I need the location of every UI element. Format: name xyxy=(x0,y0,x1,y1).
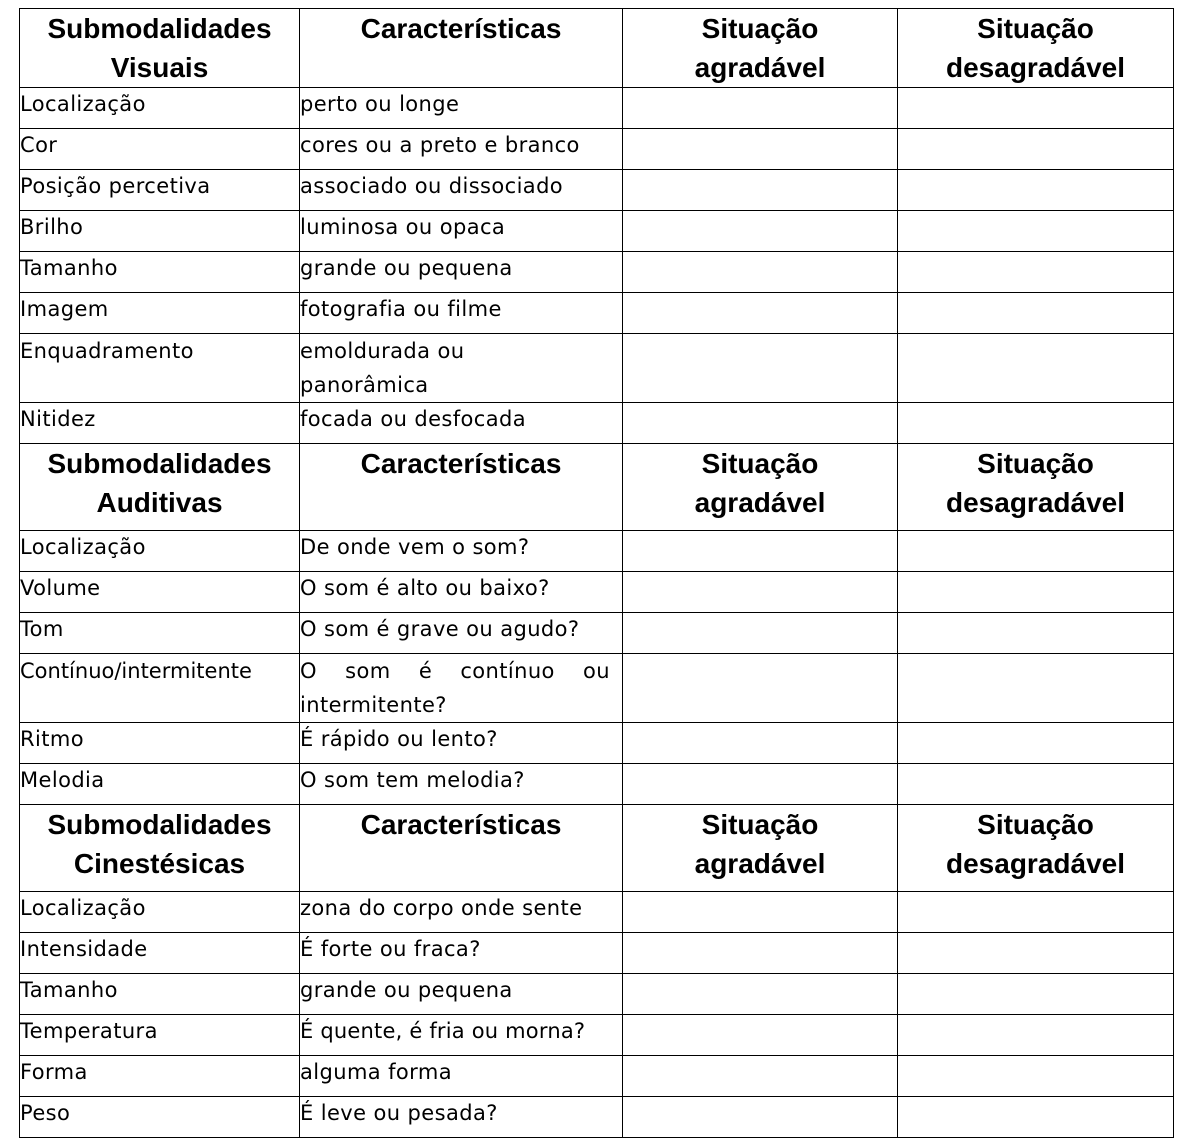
table-row xyxy=(20,129,1174,170)
agradavel-cell[interactable] xyxy=(623,892,898,933)
desagradavel-cell[interactable] xyxy=(898,129,1174,170)
header-situacao-desagradavel: Situação desagradável xyxy=(898,444,1174,531)
table-row xyxy=(20,764,1174,805)
caracteristica-desc: associado ou dissociado xyxy=(300,170,623,211)
desagradavel-cell[interactable] xyxy=(898,252,1174,293)
caracteristica-desc: É quente, é fria ou morna? xyxy=(300,1015,623,1056)
caracteristica-desc: O som é alto ou baixo? xyxy=(300,572,623,613)
caracteristica-desc: É forte ou fraca? xyxy=(300,933,623,974)
agradavel-cell[interactable] xyxy=(623,1015,898,1056)
caracteristica-desc: zona do corpo onde sente xyxy=(300,892,623,933)
submodalidade-name: Cor xyxy=(20,129,300,170)
table-row xyxy=(20,1015,1174,1056)
table-row xyxy=(20,933,1174,974)
agradavel-cell[interactable] xyxy=(623,88,898,129)
agradavel-cell[interactable] xyxy=(623,572,898,613)
submodalidade-name: Brilho xyxy=(20,211,300,252)
table-row xyxy=(20,723,1174,764)
submodalidade-name: Enquadramento xyxy=(20,334,300,403)
agradavel-cell[interactable] xyxy=(623,403,898,444)
submodalidade-name: Localização xyxy=(20,88,300,129)
caracteristica-desc: grande ou pequena xyxy=(300,974,623,1015)
submodalidade-name: Posição percetiva xyxy=(20,170,300,211)
agradavel-cell[interactable] xyxy=(623,933,898,974)
submodalidade-name: Tom xyxy=(20,613,300,654)
agradavel-cell[interactable] xyxy=(623,334,898,403)
header-situacao-agradavel: Situação agradável xyxy=(623,805,898,892)
submodalidade-name: Tamanho xyxy=(20,974,300,1015)
submodalidade-name: Nitidez xyxy=(20,403,300,444)
caracteristica-desc: O som é grave ou agudo? xyxy=(300,613,623,654)
caracteristica-desc: fotografia ou filme xyxy=(300,293,623,334)
table-row xyxy=(20,531,1174,572)
section-header-cinestesicas xyxy=(20,805,1174,892)
desagradavel-cell[interactable] xyxy=(898,403,1174,444)
desagradavel-cell[interactable] xyxy=(898,211,1174,252)
desagradavel-cell[interactable] xyxy=(898,293,1174,334)
submodalidade-name: Localização xyxy=(20,531,300,572)
agradavel-cell[interactable] xyxy=(623,170,898,211)
header-submodalidades: Submodalidades Auditivas xyxy=(20,444,300,531)
caracteristica-desc: O som tem melodia? xyxy=(300,764,623,805)
agradavel-cell[interactable] xyxy=(623,1056,898,1097)
agradavel-cell[interactable] xyxy=(623,252,898,293)
table-row xyxy=(20,403,1174,444)
section-header-visuais xyxy=(20,9,1174,88)
desagradavel-cell[interactable] xyxy=(898,1015,1174,1056)
agradavel-cell[interactable] xyxy=(623,613,898,654)
submodalidade-name: Forma xyxy=(20,1056,300,1097)
caracteristica-desc: cores ou a preto e branco xyxy=(300,129,623,170)
desagradavel-cell[interactable] xyxy=(898,723,1174,764)
table-row xyxy=(20,572,1174,613)
desagradavel-cell[interactable] xyxy=(898,933,1174,974)
table-row xyxy=(20,334,1174,403)
caracteristica-desc: perto ou longe xyxy=(300,88,623,129)
table-row xyxy=(20,613,1174,654)
table-row xyxy=(20,892,1174,933)
caracteristica-desc: focada ou desfocada xyxy=(300,403,623,444)
caracteristica-desc: luminosa ou opaca xyxy=(300,211,623,252)
caracteristica-desc: grande ou pequena xyxy=(300,252,623,293)
table-row xyxy=(20,1097,1174,1138)
desagradavel-cell[interactable] xyxy=(898,1097,1174,1138)
caracteristica-desc: De onde vem o som? xyxy=(300,531,623,572)
submodalidade-name: Peso xyxy=(20,1097,300,1138)
caracteristica-desc: É rápido ou lento? xyxy=(300,723,623,764)
table-row xyxy=(20,293,1174,334)
table-row xyxy=(20,1056,1174,1097)
table-row xyxy=(20,88,1174,129)
submodalidade-name: Ritmo xyxy=(20,723,300,764)
agradavel-cell[interactable] xyxy=(623,1097,898,1138)
agradavel-cell[interactable] xyxy=(623,293,898,334)
table-row xyxy=(20,974,1174,1015)
submodalidade-name: Volume xyxy=(20,572,300,613)
header-caracteristicas: Características xyxy=(300,444,623,531)
submodalidade-name: Temperatura xyxy=(20,1015,300,1056)
submodalidade-name: Localização xyxy=(20,892,300,933)
submodalidade-name: Contínuo/intermitente xyxy=(20,654,300,723)
desagradavel-cell[interactable] xyxy=(898,531,1174,572)
agradavel-cell[interactable] xyxy=(623,723,898,764)
agradavel-cell[interactable] xyxy=(623,764,898,805)
caracteristica-desc: É leve ou pesada? xyxy=(300,1097,623,1138)
submodalidade-name: Tamanho xyxy=(20,252,300,293)
header-situacao-desagradavel: Situação desagradável xyxy=(898,9,1174,88)
desagradavel-cell[interactable] xyxy=(898,974,1174,1015)
agradavel-cell[interactable] xyxy=(623,531,898,572)
desagradavel-cell[interactable] xyxy=(898,170,1174,211)
submodalidade-name: Melodia xyxy=(20,764,300,805)
agradavel-cell[interactable] xyxy=(623,974,898,1015)
desagradavel-cell[interactable] xyxy=(898,654,1174,723)
header-situacao-desagradavel: Situação desagradável xyxy=(898,805,1174,892)
agradavel-cell[interactable] xyxy=(623,211,898,252)
submodalidades-table xyxy=(19,8,1174,1138)
caracteristica-desc: alguma forma xyxy=(300,1056,623,1097)
desagradavel-cell[interactable] xyxy=(898,613,1174,654)
header-caracteristicas: Características xyxy=(300,9,623,88)
desagradavel-cell[interactable] xyxy=(898,334,1174,403)
agradavel-cell[interactable] xyxy=(623,129,898,170)
header-submodalidades: Submodalidades Visuais xyxy=(20,9,300,88)
desagradavel-cell[interactable] xyxy=(898,892,1174,933)
agradavel-cell[interactable] xyxy=(623,654,898,723)
table-row xyxy=(20,654,1174,723)
submodalidade-name: Intensidade xyxy=(20,933,300,974)
desagradavel-cell[interactable] xyxy=(898,88,1174,129)
desagradavel-cell[interactable] xyxy=(898,1056,1174,1097)
table-row xyxy=(20,170,1174,211)
header-submodalidades: Submodalidades Cinestésicas xyxy=(20,805,300,892)
table-row xyxy=(20,211,1174,252)
table-row xyxy=(20,252,1174,293)
submodalidade-name: Imagem xyxy=(20,293,300,334)
caracteristica-desc: emoldurada ou panorâmica xyxy=(300,334,623,403)
header-situacao-agradavel: Situação agradável xyxy=(623,9,898,88)
desagradavel-cell[interactable] xyxy=(898,764,1174,805)
header-caracteristicas: Características xyxy=(300,805,623,892)
section-header-auditivas xyxy=(20,444,1174,531)
desagradavel-cell[interactable] xyxy=(898,572,1174,613)
header-situacao-agradavel: Situação agradável xyxy=(623,444,898,531)
caracteristica-desc: O som é contínuo ou intermitente? xyxy=(300,654,623,723)
